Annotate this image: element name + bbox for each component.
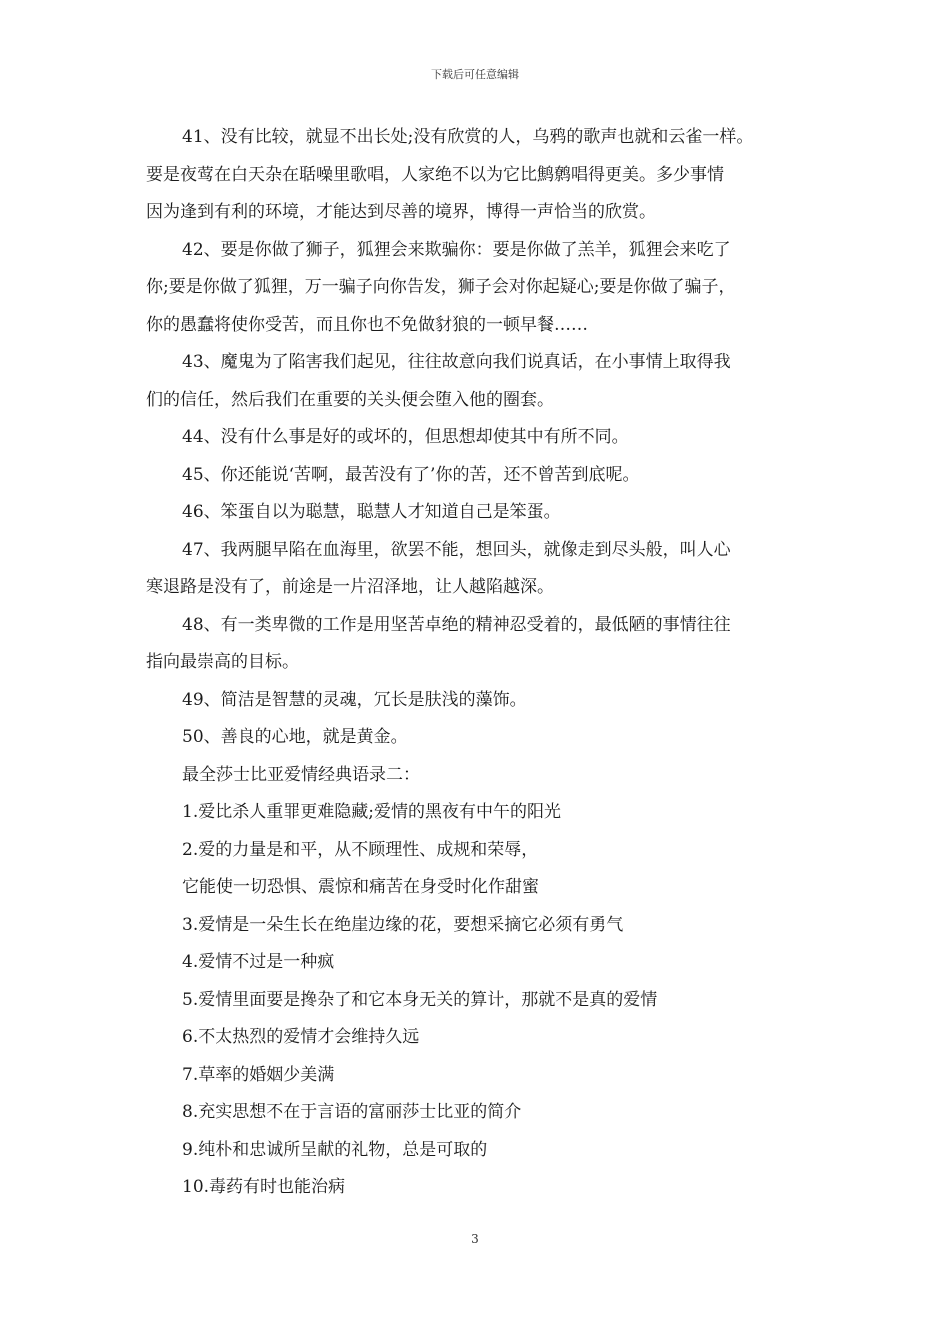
text-line: 4.爱情不过是一种疯 [182, 952, 335, 972]
text-line: 44、没有什么事是好的或坏的，但思想却使其中有所不同。 [182, 427, 629, 447]
page-number: 3 [471, 1232, 479, 1246]
document-body [146, 119, 811, 1207]
text-line: 们的信任，然后我们在重要的关头便会堕入他的圈套。 [146, 389, 554, 410]
text-line: 你的愚蠢将使你受苦，而且你也不免做豺狼的一顿早餐…… [146, 314, 588, 335]
text-line: 你;要是你做了狐狸，万一骗子向你告发，狮子会对你起疑心;要是你做了骗子， [146, 277, 736, 297]
text-line: 5.爱情里面要是搀杂了和它本身无关的算计，那就不是真的爱情 [182, 989, 658, 1010]
text-line: 46、笨蛋自以为聪慧，聪慧人才知道自己是笨蛋。 [182, 502, 561, 522]
text-line: 2.爱的力量是和平，从不顾理性、成规和荣辱， [182, 839, 539, 860]
text-line: 9.纯朴和忠诚所呈献的礼物，总是可取的 [182, 1139, 488, 1160]
text-line: 最全莎士比亚爱情经典语录二： [182, 764, 420, 785]
text-line: 50、善良的心地，就是黄金。 [182, 727, 408, 747]
text-line: 7.草率的婚姻少美满 [182, 1064, 335, 1085]
text-line: 3.爱情是一朵生长在绝崖边缘的花，要想采摘它必须有勇气 [182, 914, 624, 935]
text-line: 8.充实思想不在于言语的富丽莎士比亚的简介 [182, 1102, 522, 1122]
text-line: 6.不太热烈的爱情才会维持久远 [182, 1027, 420, 1047]
text-line: 因为逢到有利的环境，才能达到尽善的境界，博得一声恰当的欣赏。 [146, 202, 656, 222]
text-line: 41、没有比较，就显不出长处;没有欣赏的人，乌鸦的歌声也就和云雀一样。 [182, 127, 754, 147]
text-line: 47、我两腿早陷在血海里，欲罢不能，想回头，就像走到尽头般，叫人心 [182, 539, 731, 560]
text-line: 1.爱比杀人重罪更难隐藏;爱情的黑夜有中午的阳光 [182, 802, 561, 822]
text-line: 寒退路是没有了，前途是一片沼泽地，让人越陷越深。 [146, 577, 554, 597]
text-line: 43、魔鬼为了陷害我们起见，往往故意向我们说真话，在小事情上取得我 [182, 352, 731, 372]
text-line: 10.毒药有时也能治病 [182, 1177, 346, 1197]
page-header: 下载后可任意编辑 [431, 68, 519, 81]
text-line: 48、有一类卑微的工作是用坚苦卓绝的精神忍受着的，最低陋的事情往往 [182, 614, 731, 635]
text-line: 指向最崇高的目标。 [146, 652, 299, 672]
text-line: 49、简洁是智慧的灵魂，冗长是肤浅的藻饰。 [182, 689, 527, 710]
text-line: 45、你还能说‘苦啊，最苦没有了’你的苦，还不曾苦到底呢。 [182, 464, 640, 485]
text-line: 它能使一切恐惧、震惊和痛苦在身受时化作甜蜜 [182, 877, 539, 897]
text-line: 42、要是你做了狮子，狐狸会来欺骗你：要是你做了羔羊，狐狸会来吃了 [182, 239, 731, 260]
text-line: 要是夜莺在白天杂在聒噪里歌唱，人家绝不以为它比鹪鹩唱得更美。多少事情 [146, 164, 724, 185]
